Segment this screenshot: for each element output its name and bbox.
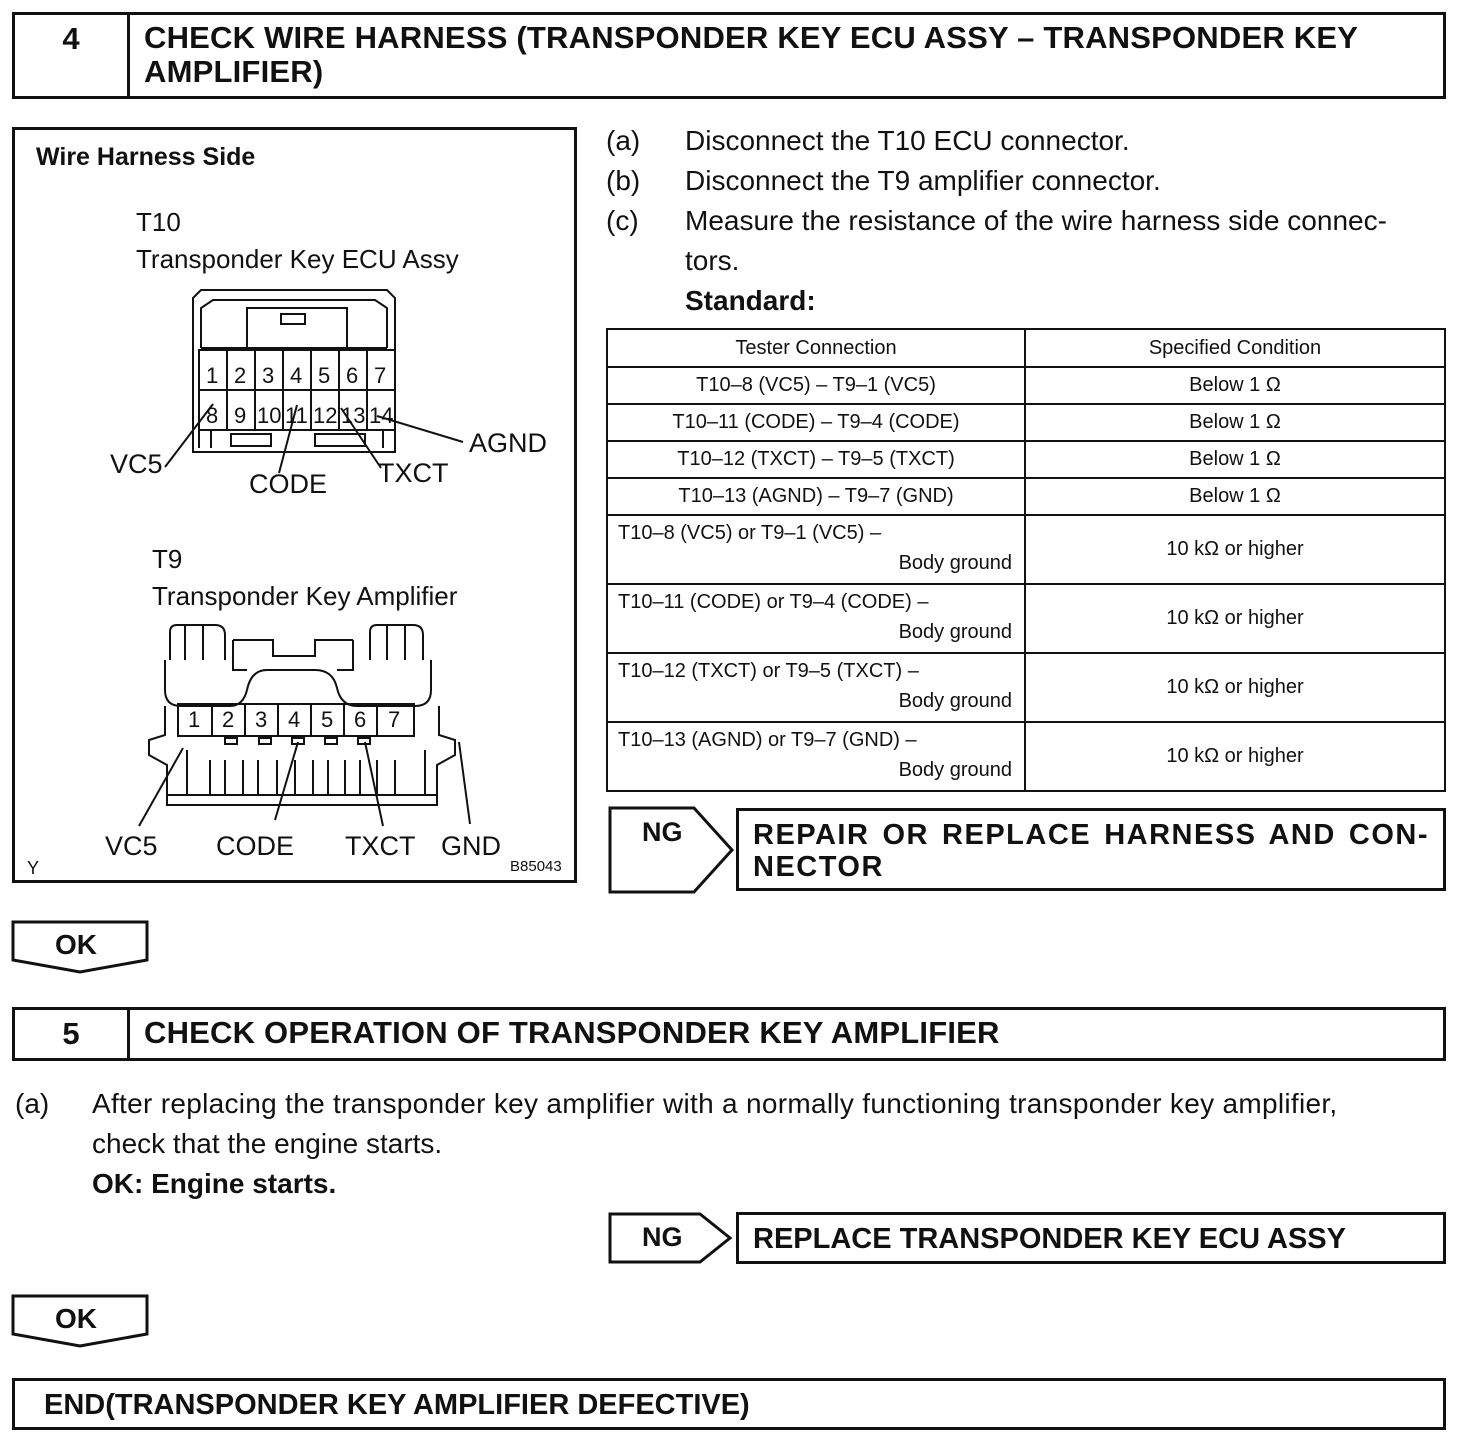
- t9-code-label: CODE: [216, 831, 295, 861]
- cell-condition: Below 1 Ω: [1025, 404, 1445, 441]
- t9-pin: 3: [255, 707, 268, 732]
- standard-label: Standard:: [685, 285, 816, 316]
- cell-connection-line2: Body ground: [898, 621, 1012, 643]
- t10-agnd-label: AGND: [469, 428, 548, 458]
- step5-a-text-cont: check that the engine starts.: [92, 1128, 443, 1159]
- cell-connection-line1: T10–12 (TXCT) or T9–5 (TXCT) –: [618, 660, 919, 682]
- header-tester-connection: Tester Connection: [607, 329, 1025, 367]
- step5-a-text: After replacing the transponder key amplifier with a normally functioning transponder key amplifier,: [92, 1088, 1338, 1119]
- t10-pin: 10: [257, 403, 282, 428]
- table-row: [607, 584, 1445, 653]
- table-row: [607, 515, 1445, 584]
- instruction-c-text-cont: tors.: [685, 245, 740, 276]
- t10-pin: 12: [313, 403, 338, 428]
- cell-connection-line1: T10–11 (CODE) or T9–4 (CODE) –: [618, 591, 929, 613]
- cell-connection: [607, 722, 1025, 791]
- t10-pin: 9: [234, 403, 247, 428]
- step-title: CHECK WIRE HARNESS (TRANSPONDER KEY ECU ASSY – TRANSPONDER KEY AMPLIFIER): [144, 20, 1358, 89]
- cell-connection: [607, 515, 1025, 584]
- instruction-b-text: Disconnect the T9 amplifier connector.: [685, 165, 1161, 196]
- step-title: CHECK OPERATION OF TRANSPONDER KEY AMPLIFIER: [144, 1015, 1000, 1050]
- instruction-a-marker: (a): [606, 125, 641, 156]
- t9-code: T9: [152, 544, 183, 574]
- t9-pin: 6: [354, 707, 367, 732]
- cell-condition: 10 kΩ or higher: [1025, 584, 1445, 653]
- end-box: [12, 1378, 1446, 1430]
- t9-gnd-label: GND: [441, 831, 501, 861]
- t9-pin: 7: [388, 707, 401, 732]
- wire-harness-diagram: [12, 127, 577, 883]
- ng-action-box: [736, 808, 1446, 891]
- step-4-header: [12, 12, 1446, 99]
- t10-pin: 1: [206, 363, 219, 388]
- ng-action-text-1: REPAIR OR REPLACE HARNESS AND CON-: [753, 819, 1429, 851]
- cell-connection-line2: Body ground: [898, 759, 1012, 781]
- t9-name: Transponder Key Amplifier: [152, 581, 458, 611]
- t10-code-label: CODE: [249, 469, 328, 499]
- cell-condition: Below 1 Ω: [1025, 441, 1445, 478]
- t9-pin: 1: [188, 707, 201, 732]
- cell-connection: [607, 653, 1025, 722]
- instruction-c-marker: (c): [606, 205, 639, 236]
- ng-label: NG: [642, 1222, 683, 1252]
- step5-a-marker: (a): [15, 1088, 50, 1119]
- t10-pin: 11: [285, 403, 308, 428]
- step-number: 4: [15, 15, 130, 96]
- instruction-a-text: Disconnect the T10 ECU connector.: [685, 125, 1130, 156]
- t10-connector-drawing: [15, 130, 575, 880]
- instruction-c-text: Measure the resistance of the wire harness side connec-: [685, 205, 1387, 236]
- end-text: END(TRANSPONDER KEY AMPLIFIER DEFECTIVE): [44, 1389, 750, 1421]
- cell-connection: T10–8 (VC5) – T9–1 (VC5): [607, 367, 1025, 404]
- table-row: [607, 478, 1445, 515]
- t10-pin: 8: [206, 403, 219, 428]
- table-row: [607, 653, 1445, 722]
- cell-connection-line2: Body ground: [898, 552, 1012, 574]
- table-header-row: [607, 329, 1445, 367]
- t10-txct-label: TXCT: [378, 458, 449, 488]
- t9-pin: 2: [222, 707, 235, 732]
- spec-table-wrap: [606, 328, 1446, 792]
- table-row: [607, 722, 1445, 791]
- t9-vc5-label: VC5: [105, 831, 158, 861]
- cell-connection-line1: T10–13 (AGND) or T9–7 (GND) –: [618, 729, 917, 751]
- cell-condition: 10 kΩ or higher: [1025, 722, 1445, 791]
- t10-pin: 14: [369, 403, 394, 428]
- diagram-heading: Wire Harness Side: [36, 143, 256, 171]
- t9-txct-label: TXCT: [345, 831, 416, 861]
- cell-connection: T10–12 (TXCT) – T9–5 (TXCT): [607, 441, 1025, 478]
- spec-table: [606, 328, 1446, 792]
- t10-pin: 3: [262, 363, 275, 388]
- t10-pin: 2: [234, 363, 247, 388]
- table-row: [607, 404, 1445, 441]
- t10-pin: 4: [290, 363, 303, 388]
- cell-connection-line2: Body ground: [898, 690, 1012, 712]
- header-specified-condition: Specified Condition: [1025, 329, 1445, 367]
- t9-pin: 5: [321, 707, 334, 732]
- cell-condition: 10 kΩ or higher: [1025, 653, 1445, 722]
- t9-pin: 4: [288, 707, 301, 732]
- ng-label: NG: [642, 817, 683, 847]
- ok-result: OK: Engine starts.: [92, 1168, 337, 1199]
- ng-action-text-2: NECTOR: [753, 851, 884, 883]
- cell-connection-line1: T10–8 (VC5) or T9–1 (VC5) –: [618, 522, 882, 544]
- t10-code: T10: [136, 207, 181, 237]
- step-5-header: [12, 1007, 1446, 1061]
- t10-vc5-label: VC5: [110, 449, 163, 479]
- cell-connection: [607, 584, 1025, 653]
- t10-pin: 5: [318, 363, 331, 388]
- ng-action-box: [736, 1212, 1446, 1264]
- cell-connection: T10–11 (CODE) – T9–4 (CODE): [607, 404, 1025, 441]
- step-number: 5: [15, 1010, 130, 1058]
- t10-name: Transponder Key ECU Assy: [136, 244, 459, 274]
- corner-mark: Y: [27, 858, 40, 878]
- cell-condition: 10 kΩ or higher: [1025, 515, 1445, 584]
- instruction-b-marker: (b): [606, 165, 641, 196]
- cell-connection: T10–13 (AGND) – T9–7 (GND): [607, 478, 1025, 515]
- table-row: [607, 367, 1445, 404]
- cell-condition: Below 1 Ω: [1025, 367, 1445, 404]
- ok-label: OK: [55, 1303, 97, 1334]
- figure-id: B85043: [510, 858, 562, 875]
- table-row: [607, 441, 1445, 478]
- cell-condition: Below 1 Ω: [1025, 478, 1445, 515]
- t10-pin: 13: [341, 403, 366, 428]
- ok-label: OK: [55, 929, 97, 960]
- t10-pin: 7: [374, 363, 387, 388]
- t10-pin: 6: [346, 363, 359, 388]
- ng-action-text: REPLACE TRANSPONDER KEY ECU ASSY: [753, 1223, 1346, 1255]
